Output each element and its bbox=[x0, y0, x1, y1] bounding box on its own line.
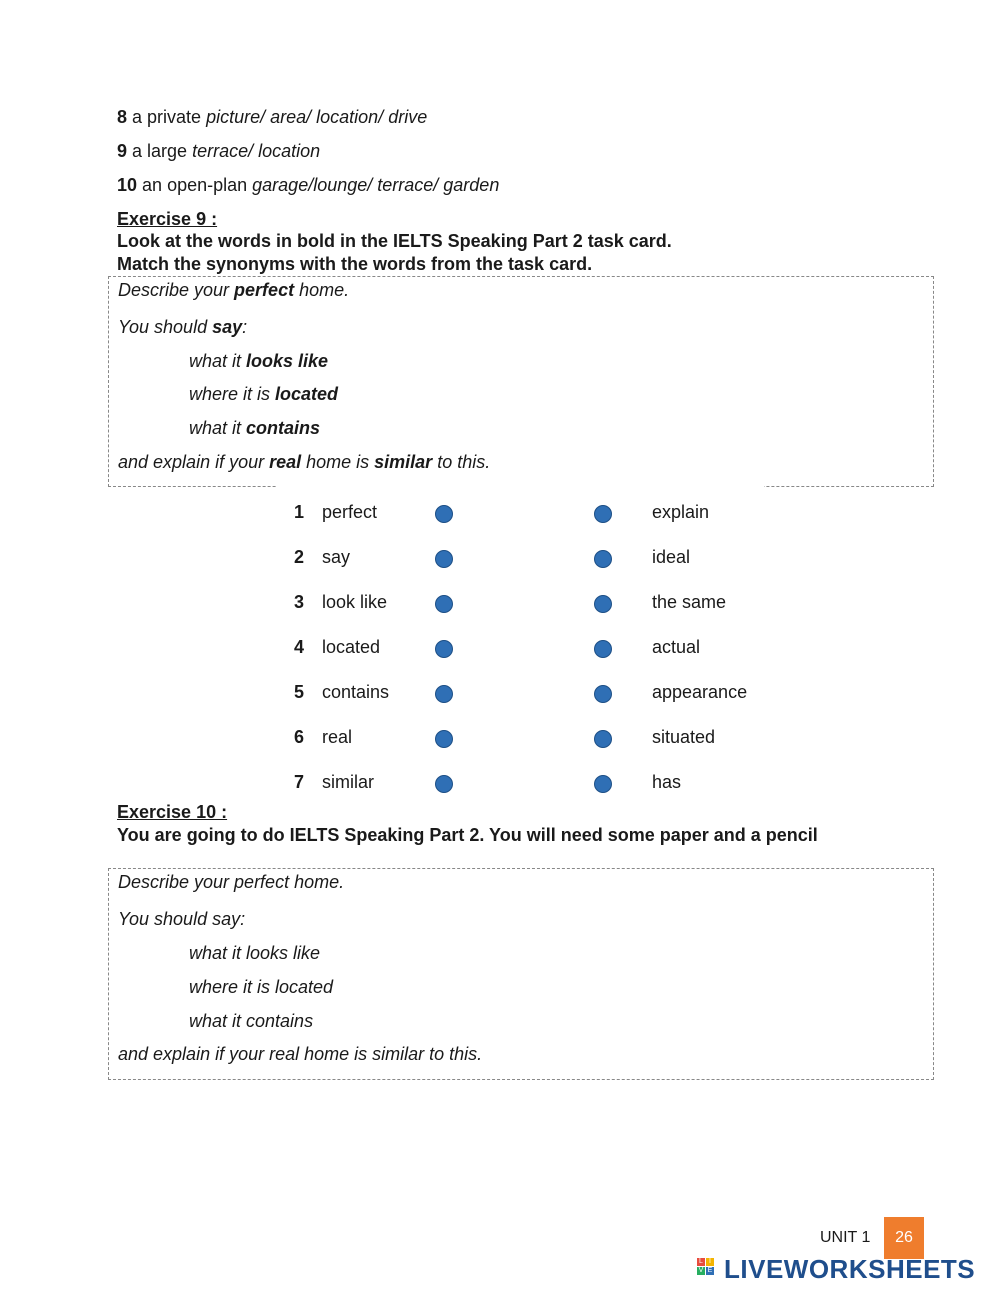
match-word-left: look like bbox=[322, 592, 388, 612]
liveworksheets-brand[interactable]: LIVEWORKSHEETS bbox=[724, 1254, 976, 1284]
match-dot-right[interactable] bbox=[594, 505, 612, 523]
option-number: 8 bbox=[117, 107, 128, 127]
card-line-should-say: You should say: bbox=[118, 909, 246, 929]
match-dot-left[interactable] bbox=[435, 730, 453, 748]
task-card-bold bbox=[108, 276, 934, 487]
match-dot-right[interactable] bbox=[594, 685, 612, 703]
option-line-10 bbox=[117, 175, 499, 196]
match-dot-right[interactable] bbox=[594, 640, 612, 658]
match-dot-right[interactable] bbox=[594, 775, 612, 793]
option-words: garage/lounge/ terrace/ garden bbox=[252, 175, 500, 195]
match-dot-left[interactable] bbox=[435, 640, 453, 658]
match-number: 3 bbox=[294, 592, 305, 612]
match-word-right: the same bbox=[652, 592, 727, 612]
match-number: 7 bbox=[294, 772, 305, 792]
match-dot-left[interactable] bbox=[435, 595, 453, 613]
card-line-explain: and explain if your real home is similar to this. bbox=[118, 452, 491, 472]
card-border-gap bbox=[276, 482, 764, 492]
option-words: picture/ area/ location/ drive bbox=[206, 107, 428, 127]
match-word-left: similar bbox=[322, 772, 374, 792]
match-word-right: situated bbox=[652, 727, 716, 747]
match-word-left: say bbox=[322, 547, 351, 567]
match-dot-right[interactable] bbox=[594, 595, 612, 613]
match-word-right: has bbox=[652, 772, 682, 792]
option-prefix: a private bbox=[132, 107, 202, 127]
option-line-9 bbox=[117, 141, 320, 162]
match-number: 5 bbox=[294, 682, 305, 702]
option-prefix: a large bbox=[132, 141, 188, 161]
match-word-right: actual bbox=[652, 637, 701, 657]
match-number: 2 bbox=[294, 547, 305, 567]
exercise-10-title: Exercise 10 : bbox=[117, 802, 228, 822]
liveworksheets-logo-icon: L I V E bbox=[698, 1258, 713, 1274]
card-line-explain: and explain if your real home is similar to this. bbox=[118, 1044, 483, 1064]
match-dot-left[interactable] bbox=[435, 550, 453, 568]
card-line-located: where it is located bbox=[189, 384, 339, 404]
match-number: 6 bbox=[294, 727, 305, 747]
match-word-left: real bbox=[322, 727, 353, 747]
match-dot-right[interactable] bbox=[594, 550, 612, 568]
exercise-9-title: Exercise 9 : bbox=[117, 209, 218, 229]
card-line-should-say: You should say: bbox=[118, 317, 248, 337]
exercise-9-instruction-2: Match the synonyms with the words from the task card. bbox=[117, 254, 593, 274]
option-words: terrace/ location bbox=[192, 141, 321, 161]
match-dot-left[interactable] bbox=[435, 775, 453, 793]
exercise-10-instruction: You are going to do IELTS Speaking Part 2. You will need some paper and a pencil bbox=[117, 825, 818, 845]
unit-label: UNIT 1 bbox=[820, 1229, 871, 1246]
match-word-left: perfect bbox=[322, 502, 378, 522]
match-word-right: explain bbox=[652, 502, 710, 522]
card-line-describe: Describe your perfect home. bbox=[118, 280, 350, 300]
option-prefix: an open-plan bbox=[142, 175, 248, 195]
card-line-located: where it is located bbox=[189, 977, 334, 997]
option-number: 10 bbox=[117, 175, 138, 195]
task-card-plain bbox=[108, 868, 934, 1080]
card-line-looks-like: what it looks like bbox=[189, 351, 329, 371]
match-dot-right[interactable] bbox=[594, 730, 612, 748]
card-line-contains: what it contains bbox=[189, 418, 321, 438]
match-number: 1 bbox=[294, 502, 305, 522]
option-number: 9 bbox=[117, 141, 128, 161]
match-word-right: appearance bbox=[652, 682, 748, 702]
card-line-contains: what it contains bbox=[189, 1011, 314, 1031]
match-word-right: ideal bbox=[652, 547, 691, 567]
match-dot-left[interactable] bbox=[435, 685, 453, 703]
match-word-left: contains bbox=[322, 682, 390, 702]
match-number: 4 bbox=[294, 637, 305, 657]
card-line-looks-like: what it looks like bbox=[189, 943, 321, 963]
page-number-badge: 26 bbox=[884, 1217, 924, 1259]
match-dot-left[interactable] bbox=[435, 505, 453, 523]
card-line-describe: Describe your perfect home. bbox=[118, 872, 345, 892]
option-line-8 bbox=[117, 107, 427, 128]
exercise-9-instruction-1: Look at the words in bold in the IELTS Speaking Part 2 task card. bbox=[117, 231, 672, 251]
match-word-left: located bbox=[322, 637, 381, 657]
